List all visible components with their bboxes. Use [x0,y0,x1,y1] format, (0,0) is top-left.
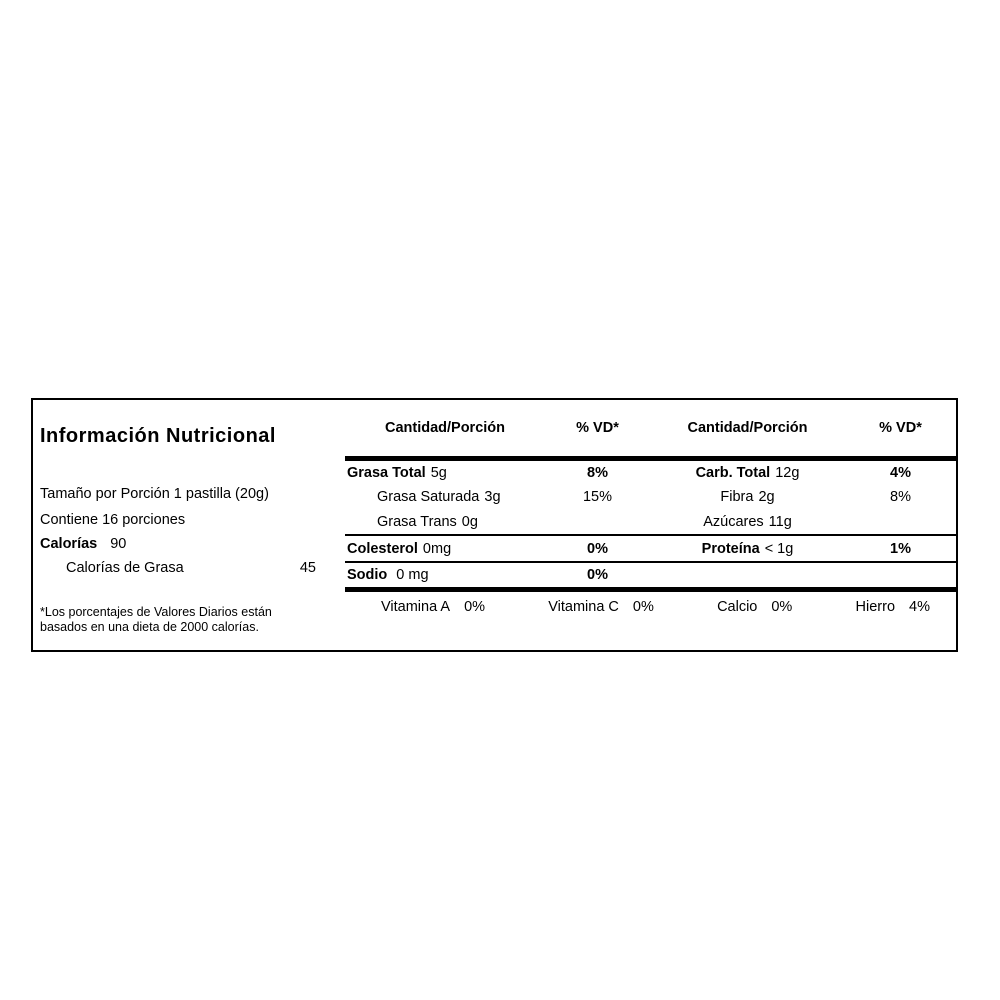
header-dv-left: % VD* [576,420,619,436]
calories-value: 90 [110,536,127,552]
table-row-fat-carb [345,461,956,485]
micro-value: 0% [771,599,793,615]
servings-per-container-line: Contiene 16 porciones [40,512,186,528]
nutrient-amount: 12g [775,465,800,481]
nutrient-amount: 5g [430,465,447,481]
panel-title: Información Nutricional [40,425,276,447]
micro-calcio [717,599,792,615]
nutrient-name: Proteína [701,540,760,557]
nutrient-grasa-total [345,465,545,481]
micro-value: 0% [632,599,654,615]
calories-from-fat-value: 45 [299,560,316,576]
nutrient-name: Grasa Saturada [377,489,480,505]
nutrient-name: Azúcares [703,513,764,530]
nutrient-amount: 0g [461,513,478,530]
micro-name: Vitamina C [548,599,619,615]
nutrient-table-header [345,400,956,456]
micro-name: Vitamina A [381,599,451,615]
nutrient-grasa-trans [345,514,545,530]
nutrient-name: Grasa Total [347,465,426,481]
nutrient-name: Colesterol [347,540,418,557]
nutrient-sodio [345,567,545,583]
nutrient-amount: 2g [758,489,775,505]
micronutrients-row [345,592,956,622]
nutrient-amount: < 1g [764,540,794,557]
serving-size-line: Tamaño por Porción 1 pastilla (20g) [40,486,269,502]
panel-left-column [33,400,345,650]
dv-carb-total: 4% [890,465,911,481]
nutrient-amount: 0 mg [396,567,429,583]
nutrient-amount: 3g [484,489,501,505]
footnote-line-2: basados en una dieta de 2000 calorías. [40,620,259,634]
micro-value: 4% [909,599,930,615]
micro-value: 0% [464,599,486,615]
nutrition-facts-panel [31,398,958,652]
nutrient-fibra [650,489,845,505]
dv-colesterol: 0% [587,540,608,557]
dv-fibra: 8% [890,489,911,505]
nutrient-proteina [650,541,845,557]
nutrient-name: Fibra [720,489,754,505]
micro-vitamin-c [548,599,654,615]
dv-proteina: 1% [890,540,911,557]
micro-name: Calcio [717,599,758,615]
nutrient-carb-total [650,465,845,481]
nutrient-amount: 11g [768,513,792,530]
header-dv-right: % VD* [879,420,922,436]
nutrient-grasa-saturada [345,489,545,505]
footnote-line-1: *Los porcentajes de Valores Diarios están [40,605,272,619]
calories-from-fat-line [40,558,316,579]
nutrient-name: Sodio [347,567,388,583]
header-amount-right: Cantidad/Porción [687,420,808,436]
calories-label: Calorías [40,536,98,552]
nutrient-table [345,400,956,650]
nutrient-amount: 0mg [422,540,452,557]
table-row-satfat-fiber [345,485,956,509]
micro-name: Hierro [855,599,896,615]
dv-grasa-saturada: 15% [582,489,613,505]
table-row-transfat-sugars [345,509,956,536]
nutrient-name: Grasa Trans [377,513,457,530]
micro-vitamin-a [381,599,485,615]
table-row-cholesterol-protein [345,536,956,563]
dv-sodio: 0% [587,567,608,583]
calories-line [40,534,345,555]
nutrient-name: Carb. Total [695,465,771,481]
nutrient-colesterol [345,541,545,557]
nutrient-azucares [650,514,845,530]
micro-hierro [856,599,930,615]
calories-from-fat-label: Calorías de Grasa [66,560,184,576]
table-row-sodium [345,563,956,587]
daily-value-footnote [40,605,345,635]
dv-grasa-total: 8% [587,465,608,481]
header-amount-left: Cantidad/Porción [384,420,506,436]
